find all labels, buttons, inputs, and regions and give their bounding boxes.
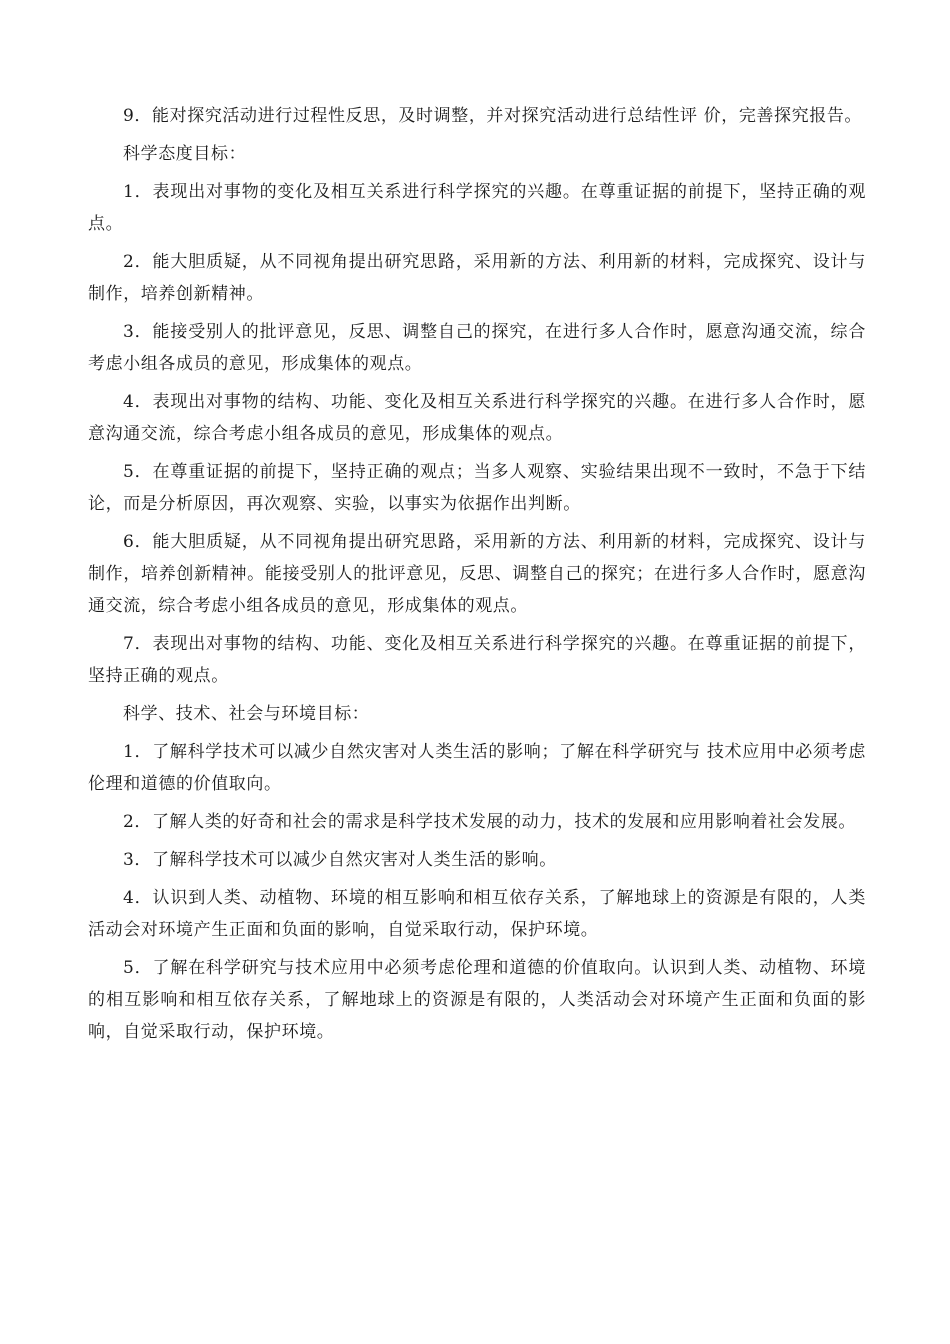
sts-item-2: 2．了解人类的好奇和社会的需求是科学技术发展的动力，技术的发展和应用影响着社会发展。 — [123, 812, 857, 832]
attitude-item-7: 7．表现出对事物的结构、功能、变化及相互关系进行科学探究的兴趣。在尊重证据的前提下，坚持正确的观点。 — [88, 634, 866, 686]
sts-section-heading: 科学、技术、社会与环境目标： — [123, 704, 370, 724]
document-page — [88, 100, 866, 1054]
attitude-item-1: 1．表现出对事物的变化及相互关系进行科学探究的兴趣。在尊重证据的前提下，坚持正确的观点。 — [88, 182, 866, 234]
intro-paragraph: 9．能对探究活动进行过程性反思，及时调整，并对探究活动进行总结性评 价，完善探究报告。 — [123, 106, 863, 126]
sts-item-3: 3．了解科学技术可以减少自然灾害对人类生活的影响。 — [123, 850, 557, 870]
attitude-item-4: 4．表现出对事物的结构、功能、变化及相互关系进行科学探究的兴趣。在进行多人合作时，愿意沟通交流，综合考虑小组各成员的意见，形成集体的观点。 — [88, 392, 866, 444]
attitude-item-6: 6．能大胆质疑，从不同视角提出研究思路，采用新的方法、利用新的材料，完成探究、设计与制作，培养创新精神。能接受别人的批评意见，反思、调整自己的探究；在进行多人合作时，愿意沟通交流，综合考虑小组各成员的意见，形成集体的观点。 — [88, 532, 866, 616]
sts-item-5: 5．了解在科学研究与技术应用中必须考虑伦理和道德的价值取向。认识到人类、动植物、环境的相互影响和相互依存关系，了解地球上的资源是有限的，人类活动会对环境产生正面和负面的影响，自觉采取行动，保护环境。 — [88, 958, 866, 1042]
attitude-section-heading: 科学态度目标： — [123, 144, 247, 164]
attitude-item-2: 2．能大胆质疑，从不同视角提出研究思路，采用新的方法、利用新的材料，完成探究、设计与制作，培养创新精神。 — [88, 252, 866, 304]
attitude-item-3: 3．能接受别人的批评意见，反思、调整自己的探究，在进行多人合作时，愿意沟通交流，综合考虑小组各成员的意见，形成集体的观点。 — [88, 322, 866, 374]
attitude-item-5: 5．在尊重证据的前提下，坚持正确的观点；当多人观察、实验结果出现不一致时，不急于下结论，而是分析原因，再次观察、实验，以事实为依据作出判断。 — [88, 462, 866, 514]
sts-item-4: 4．认识到人类、动植物、环境的相互影响和相互依存关系，了解地球上的资源是有限的，人类活动会对环境产生正面和负面的影响，自觉采取行动，保护环境。 — [88, 888, 866, 940]
sts-item-1: 1．了解科学技术可以减少自然灾害对人类生活的影响；了解在科学研究与 技术应用中必须考虑伦理和道德的价值取向。 — [88, 742, 866, 794]
